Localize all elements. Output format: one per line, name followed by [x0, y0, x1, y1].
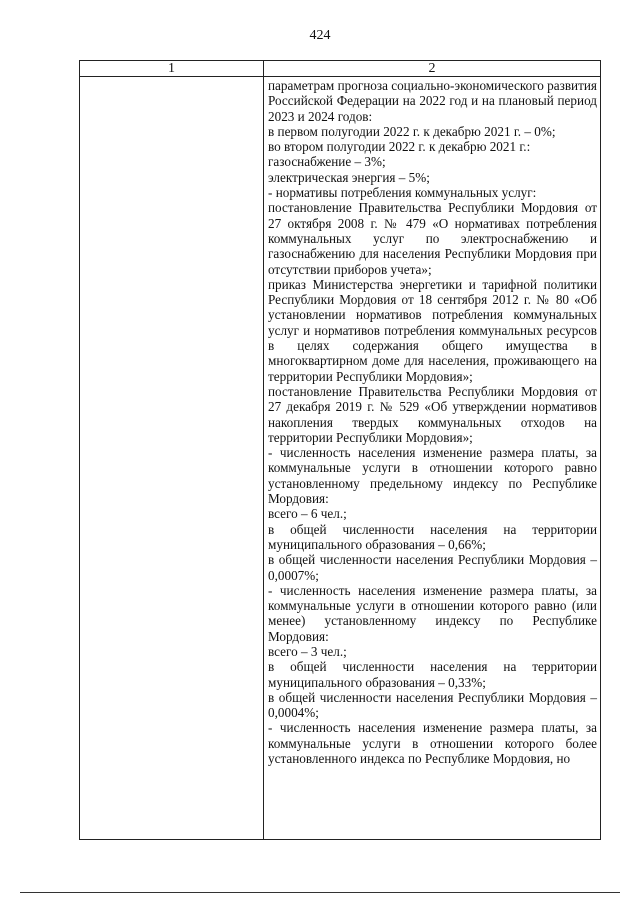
- text-paragraph: газоснабжение – 3%;: [268, 154, 386, 170]
- text-paragraph: в первом полугодии 2022 г. к декабрю 2021 г. – 0%;: [268, 123, 556, 139]
- table-header-row: [80, 61, 600, 77]
- text-paragraph: постановление Правительства Республики Мордовия от 27 октября 2008 г. № 479 «О нормативах потребления коммунальных услуг по электроснабжению и газоснабжению для населения Республики Мордовия при отсутствии приборов учета»;: [268, 200, 597, 277]
- page-number: 424: [309, 28, 331, 43]
- text-paragraph: - нормативы потребления коммунальных услуг:: [268, 185, 537, 201]
- column-2-content: [268, 78, 597, 766]
- text-paragraph: постановление Правительства Республики Мордовия от 27 декабря 2019 г. № 529 «Об утверждении нормативов накопления твердых коммунальных отходов на территории Республики Мордовия»;: [268, 383, 597, 445]
- text-paragraph: всего – 6 чел.;: [268, 506, 347, 522]
- column-2-header: 2: [428, 61, 436, 76]
- text-paragraph: - численность населения изменение размера платы, за коммунальные услуги в отношении которого более установленного индекса по Республике Мордовия, но: [268, 720, 597, 767]
- text-paragraph: в общей численности населения на территории муниципального образования – 0,66%;: [268, 521, 597, 552]
- text-paragraph: во втором полугодии 2022 г. к декабрю 2021 г.:: [268, 139, 531, 155]
- text-paragraph: - численность населения изменение размера платы, за коммунальные услуги в отношении которого равно (или менее) установленному индексу по Республике Мордовия:: [268, 582, 597, 644]
- text-paragraph: в общей численности населения Республики Мордовия – 0,0007%;: [268, 552, 597, 583]
- column-divider: [263, 61, 264, 839]
- text-paragraph: параметрам прогноза социально-экономического развития Российской Федерации на 2022 год и на плановый период 2023 и 2024 годов:: [268, 78, 597, 124]
- text-paragraph: приказ Министерства энергетики и тарифной политики Республики Мордовия от 18 сентября 2012 г. № 80 «Об установлении нормативов потребления коммунальных услуг и нормативов потребления коммунальных ресурсов в целях содержания общего имущества в многоквартирном доме для населения, проживающего на территории Республики Мордовия»;: [268, 276, 597, 384]
- text-paragraph: электрическая энергия – 5%;: [268, 169, 430, 185]
- text-paragraph: в общей численности населения на территории муниципального образования – 0,33%;: [268, 659, 597, 690]
- column-1-header: 1: [168, 61, 175, 76]
- text-paragraph: в общей численности населения Республики Мордовия – 0,0004%;: [268, 689, 597, 721]
- text-paragraph: - численность населения изменение размера платы, за коммунальные услуги в отношении которого равно установленному предельному индексу по Республике Мордовия:: [268, 445, 597, 507]
- text-paragraph: всего – 3 чел.;: [268, 643, 347, 659]
- document-table: [79, 60, 601, 840]
- page-bottom-edge: [20, 892, 620, 893]
